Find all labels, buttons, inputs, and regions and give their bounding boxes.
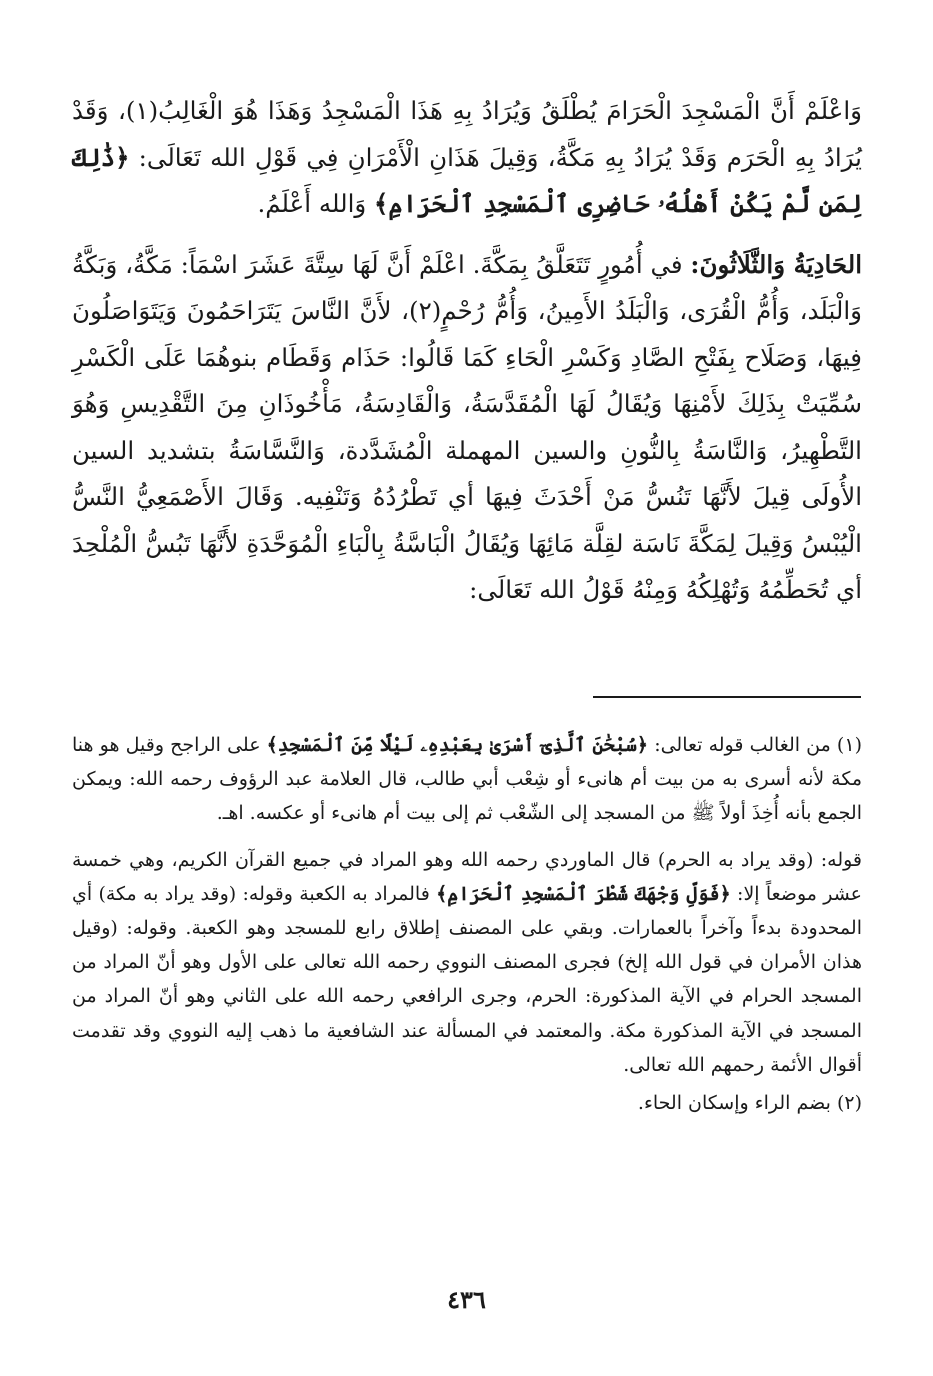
commentary-note-quran: ﴿فَوَلِّ وَجْهَكَ شَطْرَ ٱلْمَسْجِدِ ٱلْحَرَامِ﴾ bbox=[436, 882, 731, 905]
commentary-note-rest: فالمراد به الكعبة وقوله: (وقد يراد به مكة) أي المحدودة بدءاً وآخراً بالعمارات. وبقي على المصنف إطلاق رابع للمسجد وهو الكعبة. وقوله: (وقيل هذان الأمران في قول الله إلخ) فجرى المصنف النووي رحمه الله تعالى على الأول وهو أنّ المراد من المسجد الحرام في الآية المذكورة: الحرم، وجرى الرافعي رحمه الله على الثاني وهو أنّ المراد من المسجد في الآية المذكورة مكة. والمعتمد في المسألة عند الشافعية ما ذهب إليه النووي وقد تقدمت أقوال الأئمة رحمهم الله تعالى. bbox=[72, 882, 863, 1076]
quran-verse-1: ﴿ذَٰلِكَ لِمَن لَّمْ يَكُنْ أَهْلُهُۥ حَاضِرِى ٱلْمَسْجِدِ ٱلْحَرَامِ﴾ bbox=[72, 142, 862, 218]
commentary-note bbox=[72, 843, 862, 1082]
footnote-1-start: (١) من الغالب قوله تعالى: bbox=[654, 734, 862, 756]
footnote-1-rest: على الراجح وقيل هو هنا مكة لأنه أسرى به من بيت أم هانىء أو شِعْب أبي طالب، قال العلامة عبد الرؤوف رحمه الله: ويمكن الجمع بأنه أُخِذَ أولاً ﷺ من المسجد إلى الشّعْب ثم إلى بيت أم هانىء أو عكسه. اهـ. bbox=[72, 734, 862, 825]
paragraph-1-text: وَاعْلَمْ أَنَّ الْمَسْجِدَ الْحَرَامَ يُطْلَقُ وَيُرَادُ بِهِ هَذَا الْمَسْجِدُ وَهَذَا هُوَ الْغَالِبُ(١)، وَقَدْ يُرَادُ بِهِ الْحَرَم وَقَدْ يُرَادُ بِهِ مَكَّةُ، وَقِيلَ هَذَانِ الْأَمْرَانِ فِي قَوْلِ الله تَعَالَى: bbox=[72, 96, 863, 172]
footnote-1-quran: ﴿سُبْحَٰنَ ٱلَّذِىٓ أَسْرَىٰ بِعَبْدِهِۦ لَيْلًا مِّنَ ٱلْمَسْجِدِ﴾ bbox=[266, 734, 649, 756]
paragraph-2-text: في أُمُورٍ تَتَعَلَّقُ بِمَكَّةَ. اعْلَمْ أَنَّ لَهَا سِتَّةَ عَشَرَ اسْمَاً: مَكَّةُ، وَبَكَّةُ وَالْبَلَد، وَأُمُّ الْقُرَى، وَالْبَلَدُ الأَمِينُ، وَأُمُّ رُحْمٍ(٢)، لأَنَّ النَّاسَ يَتَرَاحَمُونَ وَيَتَوَاصَلُونَ فِيهَا، وَصَلَاح بِفَتْحِ الصَّادِ وَكَسْرِ الْحَاءِ كَمَا قَالُوا: حَذَام وَقَطَام بنوهُمَا عَلَى الْكَسْرِ سُمِّيَتْ بِذَلِكَ لأَمْنِهَا وَيُقَالُ لَهَا الْمُقَدَّسَةُ، وَالْقَادِسَةُ، مَأْخُوذَانِ مِنَ التَّقْدِيسِ وَهُوَ التَّطْهِيرُ، وَالنَّاسَةُ بِالنُّونِ والسين المهملة الْمُشَدَّدة، وَالنَّسَّاسَةُ بتشديد السين الأُولَى قِيلَ لأَنَّهَا تَنُسُّ مَنْ أَحْدَثَ فِيهَا أي تَطْرُدُهُ وَتَنْفِيه. وَقَالَ الأَصْمَعِيُّ النَّسُّ الْيُبْسُ وَقِيلَ لِمَكَّةَ نَاسَة لقِلَّة مَائِهَا وَيُقَالُ الْبَاسَّةُ بِالْبَاءِ الْمُوَحَّدَةِ لأَنَّهَا تَبُسُّ الْمُلْحِدَ أي تُحَطِّمُهُ وَتُهْلِكُهُ وَمِنْهُ قَوْلُ الله تَعَالَى: bbox=[72, 249, 862, 604]
footnotes bbox=[72, 728, 862, 1120]
footnote-1 bbox=[72, 728, 862, 831]
section-heading-31: الحَادِيَةُ وَالثَّلَاثُونَ: bbox=[690, 249, 862, 279]
paragraph-makkah-names bbox=[72, 242, 862, 614]
paragraph-1-end: وَالله أَعْلَمُ. bbox=[257, 189, 367, 218]
footnote-2: (٢) بضم الراء وإسكان الحاء. bbox=[637, 1092, 862, 1115]
paragraph-masjid-haram bbox=[72, 88, 862, 228]
page-number: ٤٣٦ bbox=[447, 1285, 486, 1314]
footnote-divider bbox=[593, 696, 861, 698]
commentary-note-start: قوله: (وقد يراد به الحرم) قال الماوردي رحمه الله وهو المراد في جميع القرآن الكريم، وهي خمسة عشر موضعاً إلا: bbox=[72, 848, 862, 905]
main-text bbox=[72, 88, 862, 614]
